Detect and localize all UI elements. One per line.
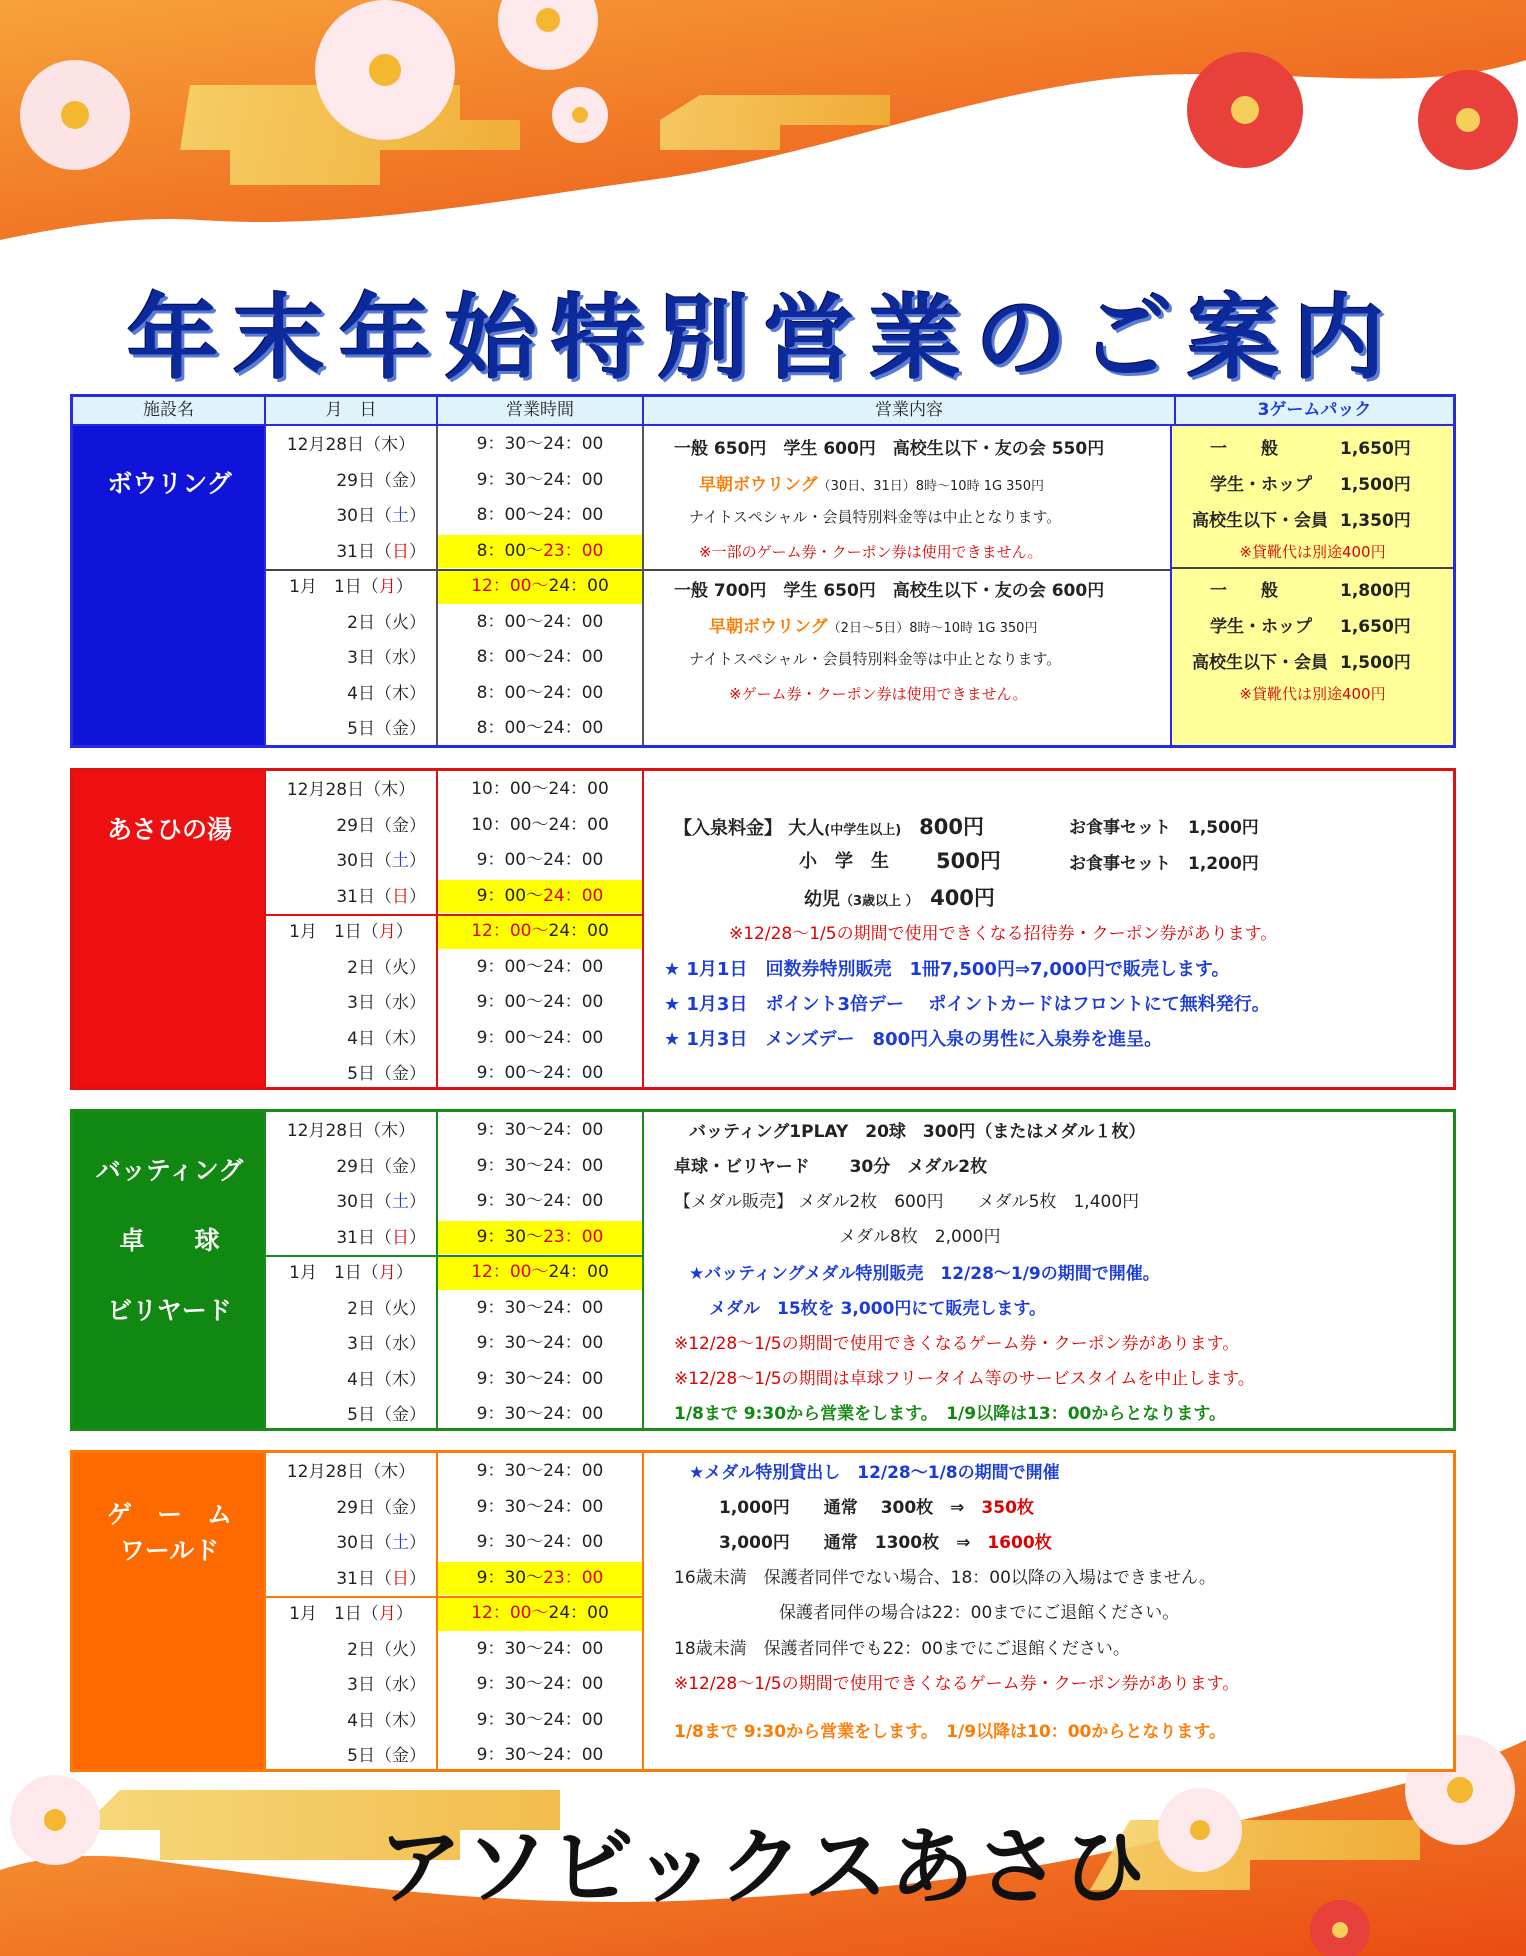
date-cell: [266, 679, 436, 711]
weekday: 火: [392, 1639, 409, 1660]
paren: ）: [395, 1604, 413, 1624]
date-text: 3日（: [347, 993, 392, 1013]
hours-cell: [438, 1256, 642, 1290]
paren: ）: [409, 1568, 426, 1589]
paren: ）: [409, 470, 426, 491]
year-divider: [438, 1596, 642, 1598]
game-info: [644, 1453, 1453, 1769]
header-facility: 施設名: [73, 397, 266, 424]
batting-section: [70, 1109, 1456, 1431]
hours-cell: 9：30～24：00: [476, 1404, 604, 1424]
hours-close: 23：00: [543, 1226, 604, 1247]
date-text: 2日（: [347, 957, 392, 978]
date-text: 30日（: [336, 506, 392, 526]
date-cell: [266, 501, 436, 533]
hours-cell: [438, 535, 642, 569]
date-cell: [266, 1294, 436, 1326]
pack2-general: 一 般: [1210, 581, 1278, 601]
date-cell: [266, 1493, 436, 1525]
hours-cell: 10：00～24：00: [471, 779, 609, 799]
date-cell: [266, 1258, 436, 1290]
hours-cell: 10：00～24：00: [471, 814, 609, 835]
hours-close: 23：00: [543, 1567, 604, 1588]
paren: ）: [398, 780, 416, 800]
weekday: 木: [381, 780, 399, 800]
weekday: 金: [392, 470, 409, 491]
onsen-hours: [438, 771, 644, 1087]
date-cell: [266, 882, 436, 914]
date-cell: [266, 1365, 436, 1397]
date-cell: [266, 1528, 436, 1560]
hours-cell: [438, 1221, 642, 1255]
game-line-2b: 350枚: [981, 1498, 1034, 1518]
game-name-1: ゲ ー ム: [106, 1500, 232, 1529]
hours-cell: 8：00～24：00: [476, 611, 604, 632]
date-text: 12月28日（: [286, 1121, 382, 1141]
pack2-student: 学生・ホップ: [1210, 617, 1312, 637]
pack1-general: 一 般: [1210, 439, 1278, 459]
paren: ）: [398, 1121, 416, 1141]
hours-open: 8：00～: [476, 540, 544, 561]
date-text: 4日（: [347, 1369, 392, 1390]
weekday: 土: [392, 506, 409, 526]
paren: ）: [409, 541, 426, 562]
paren: ）: [409, 1639, 426, 1660]
hours-open: 9：30～: [476, 1226, 544, 1247]
hours-open: 12：00～: [471, 921, 549, 941]
weekday: 火: [392, 1298, 409, 1319]
batting-name-1: バッティング: [95, 1156, 244, 1185]
date-cell: [266, 1599, 436, 1631]
weekday: 月: [378, 1604, 396, 1624]
date-text: 3日（: [347, 648, 392, 668]
game-line-3b: 1600枚: [987, 1533, 1052, 1553]
batting-line-9: 1/8まで 9:30から営業をします。 1/9以降は13：00からとなります。: [674, 1404, 1227, 1424]
onsen-event-2: ★ 1月3日 ポイント3倍デー ポイントカードはフロントにて無料発行。: [664, 994, 1270, 1015]
bowling-early-label-2: 早朝ボウリング: [709, 617, 828, 637]
weekday: 土: [392, 1192, 409, 1212]
paren: ）: [409, 1675, 426, 1695]
year-divider: [266, 1596, 436, 1598]
weekday: 水: [392, 1675, 409, 1695]
paren: ）: [409, 506, 426, 526]
batting-name-2: 卓 球: [119, 1226, 220, 1255]
date-cell: [266, 917, 436, 949]
hours-cell: 8：00～24：00: [476, 718, 604, 738]
batting-line-7: ※12/28～1/5の期間で使用できくなるゲーム券・クーポン券があります。: [674, 1334, 1240, 1354]
onsen-event-3: ★ 1月3日 メンズデー 800円入泉の男性に入泉券を進呈。: [664, 1029, 1163, 1050]
batting-line-2: 卓球・ビリヤード 30分 メダル2枚: [674, 1157, 988, 1177]
onsen-dates: [266, 771, 438, 1087]
onsen-section: [70, 768, 1456, 1090]
date-text: 2日（: [347, 612, 392, 633]
game-line-2a: 1,000円 通常 300枚 ⇒: [719, 1498, 965, 1518]
hours-open: 12：00～: [471, 576, 549, 596]
onsen-facility-cell: [73, 771, 266, 1087]
weekday: 木: [392, 1369, 409, 1390]
batting-line-5: ★バッティングメダル特別販売 12/28～1/9の期間で開催。: [689, 1264, 1160, 1284]
date-text: 30日（: [336, 851, 392, 871]
weekday: 木: [392, 1710, 409, 1731]
date-cell: [266, 1564, 436, 1596]
game-line-5: 保護者同伴の場合は22：00までにご退館ください。: [779, 1603, 1180, 1623]
bowling-note-1: ※一部のゲーム券・クーポン券は使用できません。: [699, 543, 1043, 561]
date-cell: [266, 1741, 436, 1773]
batting-line-6: メダル 15枚を 3,000円にて販売します。: [709, 1299, 1046, 1319]
paren: ）: [409, 957, 426, 978]
date-cell: [266, 1457, 436, 1489]
date-text: 29日（: [336, 1156, 392, 1177]
bowling-hours: [438, 426, 644, 745]
hours-cell: 9：30～24：00: [476, 1461, 604, 1481]
date-text: 1月 1日（: [289, 577, 379, 597]
pack1-hs: 高校生以下・会員: [1192, 511, 1328, 531]
date-text: 1月 1日（: [289, 922, 379, 942]
game-dates: [266, 1453, 438, 1769]
weekday: 火: [392, 957, 409, 978]
hours-cell: [438, 1562, 642, 1596]
paren: ）: [409, 1156, 426, 1177]
date-cell: [266, 1059, 436, 1091]
paren: ）: [409, 993, 426, 1013]
bowling-night-2: ナイトスペシャル・会員特別料金等は中止となります。: [689, 650, 1062, 668]
date-cell: [266, 608, 436, 640]
hours-cell: 8：00～24：00: [476, 682, 604, 703]
game-name-2: ワールド: [119, 1536, 220, 1565]
weekday: 金: [392, 1156, 409, 1177]
paren: ）: [409, 1710, 426, 1731]
hours-open: 12：00～: [471, 1603, 549, 1623]
onsen-child-price: 500円: [936, 849, 1001, 873]
weekday: 月: [378, 922, 396, 942]
bowling-section: [70, 424, 1456, 748]
weekday: 金: [392, 1746, 409, 1766]
pack2-note: ※貸靴代は別途400円: [1239, 685, 1386, 703]
date-cell: [266, 466, 436, 498]
weekday: 水: [392, 648, 409, 668]
hours-cell: 9：30～24：00: [476, 1638, 604, 1659]
game-section: [70, 1450, 1456, 1772]
pack1-general-price: 1,650円: [1340, 439, 1411, 459]
weekday: 月: [378, 1263, 396, 1283]
batting-line-8: ※12/28～1/5の期間は卓球フリータイム等のサービスタイムを中止します。: [674, 1369, 1255, 1389]
weekday: 木: [392, 1028, 409, 1049]
date-cell: [266, 714, 436, 746]
hours-cell: 9：00～24：00: [476, 1027, 604, 1048]
date-cell: [266, 1635, 436, 1667]
onsen-infant-note: （3歳以上 ）: [840, 894, 913, 909]
batting-facility-cell: [73, 1112, 266, 1428]
date-text: 31日（: [336, 1568, 392, 1589]
date-cell: [266, 572, 436, 604]
weekday: 水: [392, 1334, 409, 1354]
batting-line-3: 【メダル販売】 メダル2枚 600円 メダル5枚 1,400円: [674, 1192, 1140, 1212]
paren: ）: [409, 719, 426, 739]
bowling-night-1: ナイトスペシャル・会員特別料金等は中止となります。: [689, 508, 1062, 526]
bowling-early-text-1: （30日、31日）8時～10時 1G 350円: [817, 479, 1044, 494]
date-text: 12月28日（: [286, 780, 382, 800]
batting-name-3: ビリヤード: [107, 1296, 232, 1325]
date-text: 31日（: [336, 886, 392, 907]
bowling-info: [644, 426, 1170, 745]
date-cell: [266, 430, 436, 462]
hours-close: 24：00: [543, 885, 604, 906]
game-line-8: 1/8まで 9:30から営業をします。 1/9以降は10：00からとなります。: [674, 1722, 1227, 1742]
paren: ）: [409, 683, 426, 704]
bowling-note-2: ※ゲーム券・クーポン券は使用できません。: [729, 685, 1028, 703]
date-text: 3日（: [347, 1675, 392, 1695]
bowling-content-divider: [644, 569, 1170, 571]
company-name: アソビックスあさひ: [378, 1818, 1148, 1916]
onsen-note: ※12/28～1/5の期間で使用できくなる招待券・クーポン券があります。: [729, 924, 1278, 944]
date-text: 5日（: [347, 1746, 392, 1766]
date-cell: [266, 1223, 436, 1255]
year-divider: [438, 1255, 642, 1257]
header-pack: 3ゲームパック: [1176, 397, 1453, 424]
paren: ）: [409, 851, 426, 871]
pack1-student: 学生・ホップ: [1210, 475, 1312, 495]
hours-cell: [438, 915, 642, 949]
game-line-7: ※12/28～1/5の期間で使用できくなるゲーム券・クーポン券があります。: [674, 1674, 1240, 1694]
hours-cell: [438, 880, 642, 914]
header-hours: 営業時間: [438, 397, 644, 424]
batting-info: [644, 1112, 1453, 1428]
date-cell: [266, 1670, 436, 1702]
onsen-infant: 幼児: [804, 889, 840, 910]
header-content: 営業内容: [644, 397, 1176, 424]
year-divider: [438, 914, 642, 916]
weekday: 日: [392, 1568, 409, 1589]
hours-open: 9：00～: [476, 885, 544, 906]
hours-cell: 9：30～24：00: [476, 1532, 604, 1552]
onsen-child: 小 学 生: [799, 851, 889, 872]
hours-cell: 9：30～24：00: [476, 1496, 604, 1517]
weekday: 日: [392, 886, 409, 907]
hours-cell: [438, 570, 642, 604]
weekday: 金: [392, 719, 409, 739]
hours-close: 24：00: [548, 1262, 609, 1282]
year-divider: [438, 569, 642, 571]
weekday: 木: [392, 683, 409, 704]
weekday: 金: [392, 1064, 409, 1084]
header-date: 月 日: [266, 397, 438, 424]
paren: ）: [398, 1462, 416, 1482]
weekday: 日: [392, 541, 409, 562]
hours-close: 24：00: [548, 576, 609, 596]
year-divider: [266, 1255, 436, 1257]
paren: ）: [409, 1746, 426, 1766]
weekday: 金: [392, 1497, 409, 1518]
onsen-name: あさひの湯: [106, 815, 232, 844]
date-cell: [266, 811, 436, 843]
date-text: 4日（: [347, 1028, 392, 1049]
date-cell: [266, 988, 436, 1020]
weekday: 金: [392, 1405, 409, 1425]
onsen-fee-label: 【入泉料金】 大人: [674, 818, 825, 839]
game-line-3a: 3,000円 通常 1300枚 ⇒: [719, 1533, 971, 1553]
hours-close: 24：00: [548, 1603, 609, 1623]
bowling-price-2: 一般 700円 学生 650円 高校生以下・友の会 600円: [674, 581, 1105, 601]
game-hours: [438, 1453, 644, 1769]
date-text: 29日（: [336, 1497, 392, 1518]
date-cell: [266, 953, 436, 985]
date-cell: [266, 1329, 436, 1361]
hours-cell: 9：00～24：00: [476, 956, 604, 977]
date-text: 30日（: [336, 1533, 392, 1553]
game-line-4: 16歳未満 保護者同伴でない場合、18：00以降の入場はできません。: [674, 1568, 1216, 1588]
date-text: 31日（: [336, 1227, 392, 1248]
date-text: 29日（: [336, 815, 392, 836]
weekday: 月: [378, 577, 396, 597]
hours-open: 9：30～: [476, 1567, 544, 1588]
hours-close: 23：00: [543, 540, 604, 561]
paren: ）: [409, 1369, 426, 1390]
hours-cell: 9：30～24：00: [476, 1745, 604, 1765]
bowling-price-1: 一般 650円 学生 600円 高校生以下・友の会 550円: [674, 439, 1105, 459]
paren: ）: [409, 1028, 426, 1049]
hours-cell: 9：30～24：00: [476, 1333, 604, 1353]
top-gold-band-2: [660, 95, 890, 150]
date-text: 31日（: [336, 541, 392, 562]
hours-cell: 9：30～24：00: [476, 1368, 604, 1389]
date-text: 2日（: [347, 1639, 392, 1660]
page-title: 年末年始特別営業のご案内: [126, 284, 1399, 392]
date-cell: [266, 1400, 436, 1432]
batting-line-4: メダル8枚 2,000円: [839, 1227, 1001, 1247]
date-text: 5日（: [347, 1064, 392, 1084]
pack1-note: ※貸靴代は別途400円: [1239, 543, 1386, 561]
weekday: 金: [392, 815, 409, 836]
paren: ）: [409, 815, 426, 836]
date-cell: [266, 1187, 436, 1219]
bowling-dates: [266, 426, 438, 745]
bowling-name: ボウリング: [107, 469, 232, 498]
game-line-1: ★メダル特別貸出し 12/28～1/8の期間で開催: [689, 1463, 1060, 1483]
paren: ）: [409, 886, 426, 907]
pack1-hs-price: 1,350円: [1340, 511, 1411, 531]
date-text: 1月 1日（: [289, 1263, 379, 1283]
hours-close: 24：00: [548, 921, 609, 941]
bowling-facility-cell: [73, 426, 266, 745]
date-cell: [266, 643, 436, 675]
paren: ）: [395, 1263, 413, 1283]
paren: ）: [398, 435, 416, 455]
onsen-infant-price: 400円: [930, 886, 995, 910]
paren: ）: [409, 1334, 426, 1354]
hours-open: 12：00～: [471, 1262, 549, 1282]
hours-cell: [438, 1597, 642, 1631]
date-cell: [266, 1024, 436, 1056]
date-text: 5日（: [347, 1405, 392, 1425]
bowling-early-label-1: 早朝ボウリング: [699, 475, 818, 495]
weekday: 木: [381, 1121, 399, 1141]
hours-cell: 8：00～24：00: [476, 647, 604, 667]
paren: ）: [409, 612, 426, 633]
game-line-6: 18歳未満 保護者同伴でも22：00までにご退館ください。: [674, 1639, 1130, 1659]
paren: ）: [409, 1064, 426, 1084]
hours-cell: 9：30～24：00: [476, 1297, 604, 1318]
pack2-hs: 高校生以下・会員: [1192, 653, 1328, 673]
date-text: 3日（: [347, 1334, 392, 1354]
game-facility-cell: [73, 1453, 266, 1769]
hours-cell: 9：30～24：00: [476, 434, 604, 454]
hours-cell: 9：00～24：00: [476, 1063, 604, 1083]
hours-cell: 9：30～24：00: [476, 1191, 604, 1211]
pack1-student-price: 1,500円: [1340, 475, 1411, 495]
onsen-meal-1: お食事セット 1,500円: [1069, 818, 1259, 838]
bowling-pack: [1170, 426, 1453, 745]
weekday: 木: [381, 435, 399, 455]
paren: ）: [395, 922, 413, 942]
weekday: 水: [392, 993, 409, 1013]
pack2-general-price: 1,800円: [1340, 581, 1411, 601]
pack2-student-price: 1,650円: [1340, 617, 1411, 637]
date-text: 29日（: [336, 470, 392, 491]
date-cell: [266, 1706, 436, 1738]
date-cell: [266, 846, 436, 878]
weekday: 木: [381, 1462, 399, 1482]
paren: ）: [409, 1497, 426, 1518]
onsen-adult-price: 800円: [919, 815, 985, 839]
date-cell: [266, 537, 436, 569]
date-text: 4日（: [347, 683, 392, 704]
batting-hours: [438, 1112, 644, 1428]
year-divider: [266, 914, 436, 916]
date-cell: [266, 775, 436, 807]
hours-cell: 9：30～24：00: [476, 1709, 604, 1730]
date-text: 30日（: [336, 1192, 392, 1212]
onsen-adult-note: (中学生以上): [824, 823, 902, 838]
table-header: [70, 394, 1456, 424]
hours-cell: 9：30～24：00: [476, 1120, 604, 1140]
hours-cell: 9：30～24：00: [476, 1155, 604, 1176]
hours-cell: 8：00～24：00: [476, 505, 604, 525]
date-text: 1月 1日（: [289, 1604, 379, 1624]
paren: ）: [409, 648, 426, 668]
weekday: 土: [392, 851, 409, 871]
paren: ）: [409, 1405, 426, 1425]
bowling-early-text-2: （2日～5日）8時～10時 1G 350円: [827, 621, 1038, 636]
date-text: 12月28日（: [286, 435, 382, 455]
weekday: 土: [392, 1533, 409, 1553]
onsen-event-1: ★ 1月1日 回数券特別販売 1冊7,500円⇒7,000円で販売します。: [664, 959, 1230, 980]
date-text: 12月28日（: [286, 1462, 382, 1482]
onsen-meal-2: お食事セット 1,200円: [1069, 854, 1259, 874]
paren: ）: [409, 1298, 426, 1319]
batting-line-1: バッティング1PLAY 20球 300円（またはメダル１枚）: [689, 1122, 1146, 1142]
date-cell: [266, 1116, 436, 1148]
date-text: 2日（: [347, 1298, 392, 1319]
batting-dates: [266, 1112, 438, 1428]
hours-cell: 9：30～24：00: [476, 469, 604, 490]
date-cell: [266, 1152, 436, 1184]
hours-cell: 9：00～24：00: [476, 992, 604, 1012]
date-text: 5日（: [347, 719, 392, 739]
weekday: 日: [392, 1227, 409, 1248]
paren: ）: [409, 1192, 426, 1212]
paren: ）: [409, 1227, 426, 1248]
weekday: 火: [392, 612, 409, 633]
hours-cell: 9：00～24：00: [476, 850, 604, 870]
paren: ）: [409, 1533, 426, 1553]
paren: ）: [395, 577, 413, 597]
hours-cell: 9：30～24：00: [476, 1674, 604, 1694]
onsen-info: [644, 771, 1453, 1087]
pack2-hs-price: 1,500円: [1340, 653, 1411, 673]
date-text: 4日（: [347, 1710, 392, 1731]
year-divider: [266, 569, 436, 571]
